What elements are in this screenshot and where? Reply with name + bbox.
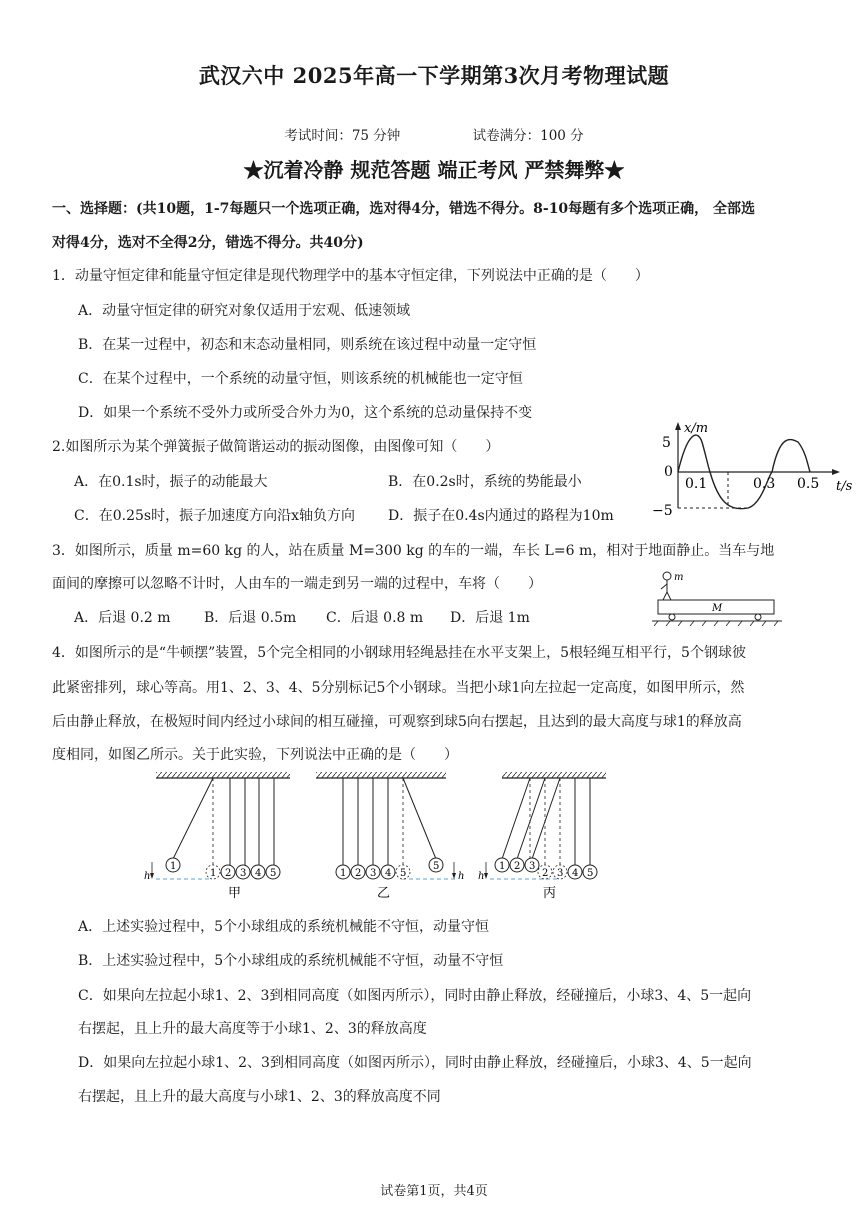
figure-label-bing: 丙 (543, 886, 557, 901)
q1-option-c: C．在某个过程中，一个系统的动量守恒，则该系统的机械能也一定守恒 (78, 371, 523, 387)
q2-stem: 2.如图所示为某个弹簧振子做简谐运动的振动图像，由图像可知（ ） (52, 439, 500, 455)
graph-x-tick-03: 0.3 (753, 476, 776, 492)
q3-stem-line2: 面间的摩擦可以忽略不计时，人由车的一端走到另一端的过程中，车将（ ） (52, 576, 542, 592)
page-title: 武汉六中 2025年高一下学期第3次月考物理试题 (198, 63, 670, 88)
q3-option-d: D．后退 1m (450, 610, 530, 626)
svg-text:2: 2 (542, 868, 549, 879)
svg-text:5: 5 (270, 868, 277, 879)
cradle-figure-bing (478, 772, 606, 901)
q2-option-d: D．振子在0.4s内通过的路程为10m (388, 508, 614, 524)
person-arm (661, 584, 667, 589)
exam-info (0, 124, 868, 144)
svg-text:h: h (144, 871, 151, 882)
graph-y-tick-0: 0 (664, 464, 673, 480)
svg-text:3: 3 (370, 868, 377, 879)
svg-text:2: 2 (514, 861, 521, 872)
graph-x-arrow (832, 469, 840, 475)
q4-option-c-line1: C．如果向左拉起小球1、2、3到相同高度（如图丙所示），同时由静止释放，经碰撞后，小球3、4、5一起向 (78, 988, 752, 1004)
graph-x-label: t/s (836, 479, 853, 494)
svg-text:1: 1 (170, 861, 177, 872)
q4-stem-line1: 4．如图所示的是“牛顿摆”装置，5个完全相同的小钢球用轻绳悬挂在水平支架上，5根轻绳互相平行，5个钢球彼 (52, 645, 746, 661)
page-footer: 试卷第1页，共4页 (380, 1184, 488, 1199)
q3-option-a: A．后退 0.2 m (74, 610, 171, 626)
support-hatch-yi (316, 772, 446, 778)
q1-option-a: A．动量守恒定律的研究对象仅适用于宏观、低速领域 (78, 303, 411, 319)
svg-text:4: 4 (385, 868, 392, 879)
svg-text:3: 3 (529, 861, 536, 872)
cart-figure (652, 568, 782, 626)
q4-stem-line3: 后由静止释放，在极短时间内经过小球间的相互碰撞，可观察到球5向右摆起，且达到的最大高度与球1的释放高 (52, 714, 742, 730)
svg-text:4: 4 (255, 868, 262, 879)
q3-option-b: B．后退 0.5m (204, 610, 297, 626)
exam-motto: ★沉着冷静 规范答题 端正考风 严禁舞弊★ (243, 158, 625, 182)
section-heading-line1: 一、选择题：(共10题，1-7每题只一个选项正确，选对得4分，错选不得分。8-10每题有多个选项正确， 全部选 (52, 201, 756, 217)
svg-text:3: 3 (240, 868, 247, 879)
q1-option-d: D．如果一个系统不受外力或所受合外力为0，这个系统的总动量保持不变 (78, 405, 533, 421)
cradle-figure-jia (144, 772, 290, 901)
q1-option-b: B．在某一过程中，初态和末态动量相同，则系统在该过程中动量一定守恒 (78, 337, 537, 353)
svg-text:2: 2 (355, 868, 362, 879)
figure-label-yi: 乙 (377, 886, 391, 901)
q2-option-a: A．在0.1s时，振子的动能最大 (74, 474, 268, 490)
person-mass-label: m (674, 572, 684, 583)
person-leg-left (663, 592, 667, 600)
svg-text:3: 3 (557, 868, 564, 879)
exam-time: 考试时间：75 分钟 (284, 128, 401, 144)
svg-text:5: 5 (587, 868, 594, 879)
svg-text:4: 4 (572, 868, 579, 879)
cart-wheel-left (669, 614, 675, 620)
cart-mass-label: M (712, 603, 723, 614)
support-hatch-jia (156, 772, 290, 778)
svg-text:h: h (478, 871, 485, 882)
q1-stem: 1．动量守恒定律和能量守恒定律是现代物理学中的基本守恒定律，下列说法中正确的是（ ） (52, 268, 649, 284)
section-heading-line2: 对得4分，选对不全得2分，错选不得分。共40分) (52, 235, 364, 251)
svg-text:1: 1 (499, 861, 506, 872)
q4-option-c-line2: 右摆起，且上升的最大高度等于小球1、2、3的释放高度 (78, 1021, 427, 1037)
oscillation-graph (640, 416, 862, 524)
ground-hatching (654, 621, 778, 626)
q4-stem-line2: 此紧密排列，球心等高。用1、2、3、4、5分别标记5个小钢球。当把小球1向左拉起一定高度，如图甲所示，然 (52, 680, 745, 696)
q4-option-d-line2: 右摆起，且上升的最大高度与小球1、2、3的释放高度不同 (78, 1089, 441, 1105)
q2-option-b: B．在0.2s时，系统的势能最小 (388, 474, 582, 490)
graph-y-arrow (675, 422, 681, 430)
cart-wheel-right (755, 614, 761, 620)
graph-x-tick-01: 0.1 (685, 476, 708, 492)
q3-stem-line1: 3．如图所示，质量 m=60 kg 的人，站在质量 M=300 kg 的车的一端，车长 L=6 m，相对于地面静止。当车与地 (52, 543, 775, 559)
q3-option-c: C．后退 0.8 m (326, 610, 424, 626)
person-leg-right (667, 592, 671, 600)
svg-text:2: 2 (225, 868, 232, 879)
cradle-figure-yi (316, 772, 464, 901)
q4-option-b: B．上述实验过程中，5个小球组成的系统机械能不守恒，动量不守恒 (78, 953, 504, 969)
full-score: 试卷满分：100 分 (472, 128, 584, 144)
svg-text:5: 5 (400, 868, 407, 879)
svg-text:1: 1 (340, 868, 347, 879)
graph-x-tick-05: 0.5 (797, 476, 820, 492)
graph-y-tick-neg5: −5 (652, 503, 673, 519)
figure-label-jia: 甲 (228, 886, 242, 901)
q2-option-c: C．在0.25s时，振子加速度方向沿x轴负方向 (74, 508, 355, 524)
support-hatch-bing (502, 772, 606, 778)
svg-text:5: 5 (433, 861, 440, 872)
person-head (663, 572, 671, 580)
graph-y-label: x/m (684, 421, 709, 436)
q4-option-d-line1: D．如果向左拉起小球1、2、3到相同高度（如图丙所示），同时由静止释放，经碰撞后，小球3、4、5一起向 (78, 1055, 752, 1071)
q4-stem-line4: 度相同，如图乙所示。关于此实验，下列说法中正确的是（ ） (52, 747, 458, 763)
svg-text:h: h (458, 871, 465, 882)
newtons-cradle-figures (140, 768, 610, 904)
graph-y-tick-5: 5 (662, 435, 671, 451)
svg-text:1: 1 (210, 868, 217, 879)
q4-option-a: A．上述实验过程中，5个小球组成的系统机械能不守恒，动量守恒 (78, 919, 490, 935)
